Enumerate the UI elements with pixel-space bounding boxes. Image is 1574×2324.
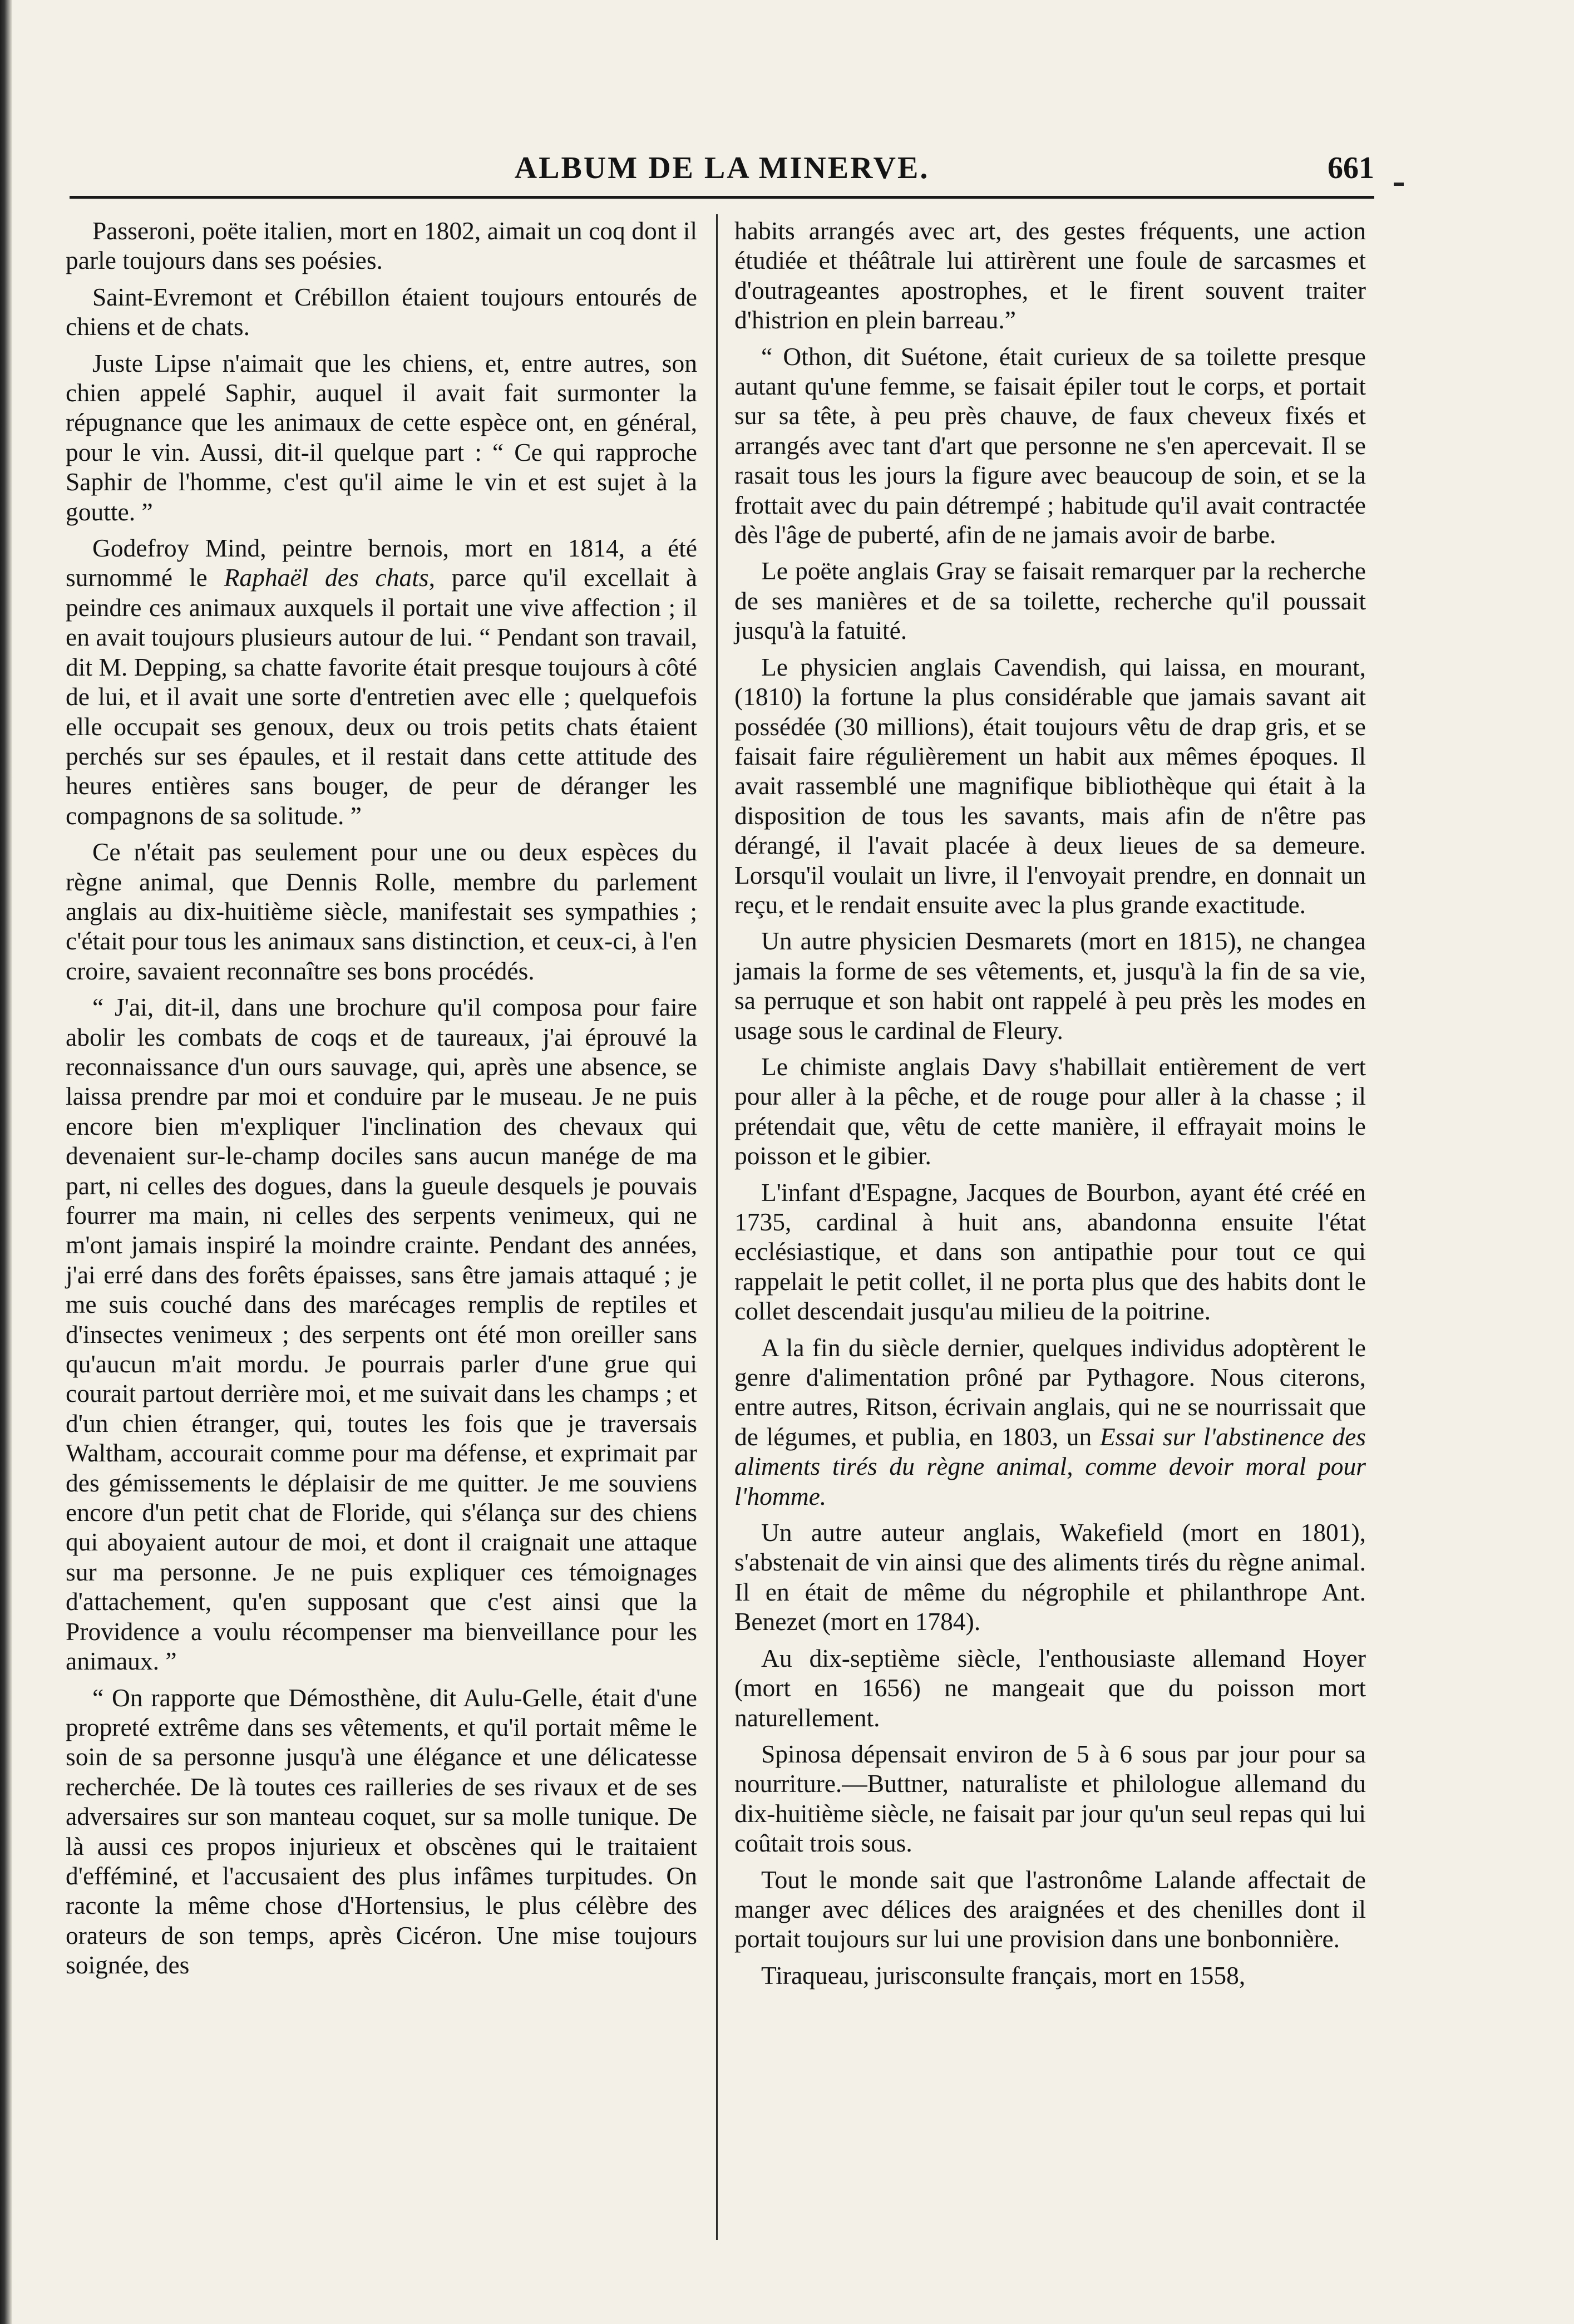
paragraph: “ Othon, dit Suétone, était curieux de sa toilette presque autant qu'une femme, se faisait épiler tout le corps, et portait sur sa tête, à peu près chauve, de faux cheveux fixés et arrangés avec tant d'art que personne ne s'en apercevait. Il se rasait tous les jours la figure avec beaucoup de soin, et se la frottait avec du pain détrempé ; habitude qu'il avait contractée dès l'âge de puberté, afin de ne jamais avoir de barbe. — [734, 342, 1366, 549]
paragraph: Tout le monde sait que l'astronôme Lalande affectait de manger avec délices des araignées et des chenilles dont il portait toujours sur lui une provision dans une bonbonnière. — [734, 1865, 1366, 1953]
paragraph: Spinosa dépensait environ de 5 à 6 sous par jour pour sa nourriture.—Buttner, naturaliste et philologue allemand du dix-huitième siècle, ne faisait par jour qu'un seul repas qui lui coûtait trois sous. — [734, 1739, 1366, 1858]
paragraph-text: Godefroy Mind, peintre bernois, mort en 1814, a été surnommé le — [66, 534, 697, 592]
paragraph: Ce n'était pas seulement pour une ou deux espèces du règne animal, que Dennis Rolle, membre du parlement anglais au dix-huitième siècle, manifestait ses sympathies ; c'était pour tous les animaux sans distinction, et ceux-ci, à l'en croire, savaient reconnaître ses bons procédés. — [66, 838, 697, 985]
paragraph-text: , parce qu'il excellait à peindre ces animaux auxquels il portait une vive affection ; il en avait toujours plusieurs autour de lui. “ Pendant son travail, dit M. Depping, sa chatte favorite était presque toujours à côté de lui, et il avait une sorte d'entretien avec elle ; quelquefois elle occupait ses genoux, deux ou trois petits chats étaient perchés sur ses épaules, et il restait dans cette attitude des heures entières sans bouger, de peur de déranger les compagnons de sa solitude. ” — [66, 563, 697, 830]
page-binding-edge — [0, 0, 12, 2324]
paragraph: habits arrangés avec art, des gestes fréquents, une action étudiée et théâtrale lui attirèrent une foule de sarcasmes et d'outrageantes apostrophes, et le firent souvent traiter d'histrion en plein barreau.” — [734, 216, 1366, 334]
paragraph: Un autre auteur anglais, Wakefield (mort en 1801), s'abstenait de vin ainsi que des aliments tirés du règne animal. Il en était de même du négrophile et philanthrope Ant. Benezet (mort en 1784). — [734, 1518, 1366, 1636]
paragraph: Tiraqueau, jurisconsulte français, mort en 1558, — [761, 1961, 1246, 1990]
paragraph: Saint-Evremont et Crébillon étaient toujours entourés de chiens et de chats. — [66, 282, 697, 341]
paragraph: Au dix-septième siècle, l'enthousiaste allemand Hoyer (mort en 1656) ne mangeait que du poisson mort naturellement. — [734, 1643, 1366, 1732]
paragraph: Passeroni, poëte italien, mort en 1802, aimait un coq dont il parle toujours dans ses poésies. — [66, 216, 697, 275]
page-header — [70, 150, 1374, 195]
right-column — [734, 216, 1366, 1997]
paragraph: “ On rapporte que Démosthène, dit Aulu-Gelle, était d'une propreté extrême dans ses vêtements, et qu'il portait même le soin de sa personne jusqu'à une élégance et une délicatesse recherchée. De là toutes ces railleries de ses rivaux et de ses adversaires sur son manteau coquet, sur sa molle tunique. De là aussi ces propos injurieux et obscènes qui le traitaient d'efféminé, et l'accusaient des plus infâmes turpitudes. On raconte la même chose d'Hortensius, le plus célèbre des orateurs de son temps, après Cicéron. Une mise toujours soignée, des — [66, 1683, 697, 1980]
paragraph: Le poëte anglais Gray se faisait remarquer par la recherche de ses manières et de sa toilette, recherche qu'il poussait jusqu'à la fatuité. — [734, 557, 1366, 645]
left-column — [66, 216, 697, 1987]
paragraph: Le physicien anglais Cavendish, qui laissa, en mourant, (1810) la fortune la plus considérable que jamais savant ait possédée (30 millions), était toujours vêtu de drap gris, et se faisait faire régulièrement un habit aux mêmes époques. Il avait rassemblé une magnifique bibliothèque qui était à la disposition de tous les savants, mais afin de n'être pas dérangé, il l'avait placée à deux lieues de sa demeure. Lorsqu'il voulait un livre, il l'envoyait prendre, en donnait un reçu, et le rendait ensuite avec la plus grande exactitude. — [734, 652, 1366, 919]
header-rule — [70, 196, 1374, 199]
column-divider — [716, 214, 718, 2240]
paragraph: Juste Lipse n'aimait que les chiens, et, entre autres, son chien appelé Saphir, auquel il avait fait surmonter la répugnance que les animaux de cette espèce ont, en général, pour le vin. Aussi, dit-il quelque part : “ Ce qui rapproche Saphir de l'homme, c'est qu'il aime le vin et est sujet à la goutte. ” — [66, 348, 697, 526]
page-number: 661 — [1328, 151, 1374, 185]
paragraph: Un autre physicien Desmarets (mort en 1815), ne changea jamais la forme de ses vêtements, et, jusqu'à la fin de sa vie, sa perruque et son habit ont rappelé à peu près les modes en usage sous le cardinal de Fleury. — [734, 927, 1366, 1045]
running-title: ALBUM DE LA MINERVE. — [514, 151, 930, 185]
italic-title: Raphaël des chats — [224, 563, 429, 592]
paragraph: L'infant d'Espagne, Jacques de Bourbon, ayant été créé en 1735, cardinal à huit ans, abandonna ensuite l'état ecclésiastique, et dans son antipathie pour tout ce qui rappelait le petit collet, il ne porta plus que des habits dont le collet descendait jusqu'au milieu de la poitrine. — [734, 1178, 1366, 1326]
paragraph: Le chimiste anglais Davy s'habillait entièrement de vert pour aller à la pêche, et de rouge pour aller à la chasse ; il prétendait que, vêtu de cette manière, il effrayait moins le poisson et le gibier. — [734, 1052, 1366, 1170]
paragraph — [734, 1333, 1366, 1511]
paragraph: “ J'ai, dit-il, dans une brochure qu'il composa pour faire abolir les combats de coqs et de taureaux, j'ai éprouvé la reconnaissance d'un ours sauvage, qui, après une absence, se laissa prendre par moi et conduire par le museau. Je ne puis encore bien m'expliquer l'inclination des chevaux qui devenaient sur-le-champ dociles sans aucun manége de ma part, ni celles des dogues, dans la gueule desquels je pouvais fourrer ma main, ni celles des serpents venimeux, qui ne m'ont jamais inspiré la moindre crainte. Pendant des années, j'ai erré dans des forêts épaisses, sans être jamais attaqué ; je me suis couché dans des marécages remplis de reptiles et d'insectes venimeux ; des serpents ont été mon oreiller sans qu'aucun m'ait mordu. Je pourrais parler d'une grue qui courait partout derrière moi, et me suivait dans les champs ; et d'un chien étranger, qui, toutes les fois que je traversais Waltham, accourait comme pour ma défense, et exprimait par des gémissements le déplaisir de me quitter. Je me souviens encore d'un petit chat de Floride, qui s'élança sur des chiens qui aboyaient autour de moi, et dont il craignait une attaque sur ma personne. Je ne puis expliquer ces témoignages d'attachement, qu'en supposant que c'est ainsi que la Providence a voulu récompenser ma bienveillance pour les animaux. ” — [66, 993, 697, 1676]
italic-title: Essai sur l'abstinence des aliments tirés du règne animal, comme devoir moral pour l'homme. — [734, 1422, 1366, 1510]
margin-mark — [1394, 183, 1404, 186]
paragraph-text: A la fin du siècle dernier, quelques individus adoptèrent le genre d'alimentation prôné par Pythagore. Nous citerons, entre autres, Ritson, écrivain anglais, qui ne se nourrissait que de légumes, et publia, en 1803, un — [734, 1333, 1366, 1451]
paragraph — [66, 533, 697, 830]
